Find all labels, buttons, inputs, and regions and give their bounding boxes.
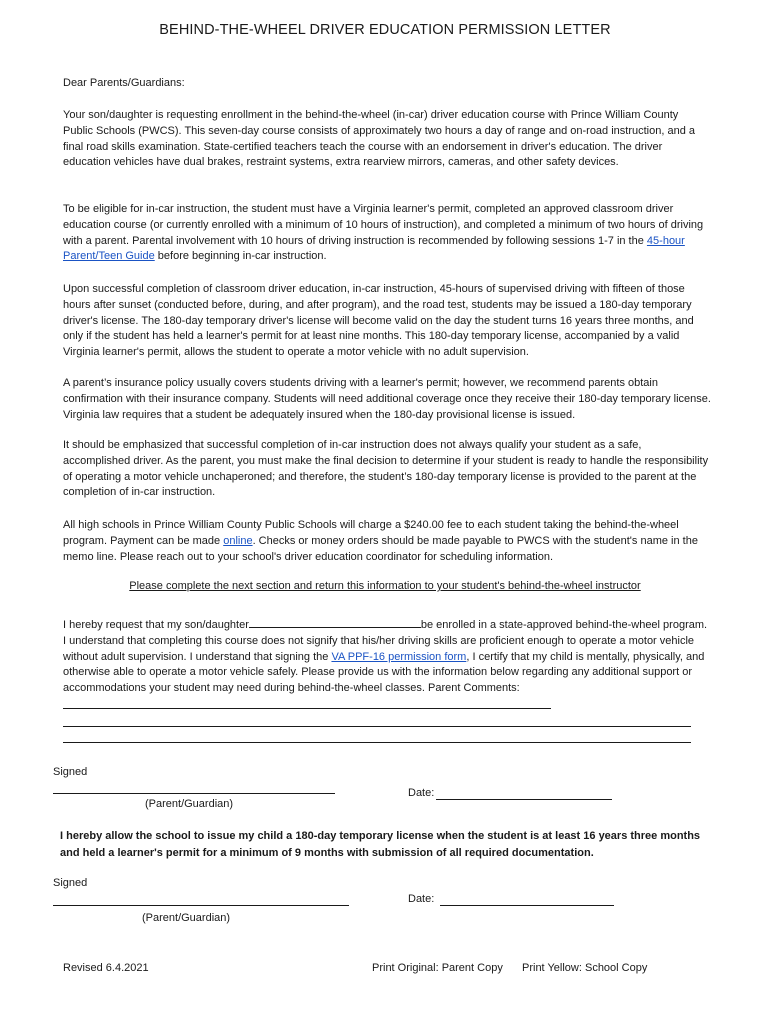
paragraph-eligibility — [63, 202, 711, 265]
date-field-1[interactable] — [436, 799, 612, 800]
date-label-1: Date: — [408, 787, 435, 799]
date-field-2[interactable] — [440, 905, 614, 906]
paragraph-parent-decision: It should be emphasized that successful completion of in-car instruction does not always qualify your student as a safe, accomplished driver. As the parent, you must make the final decision to determine if your student is ready to handle the responsibility of operating a motor vehicle unchaperoned; and therefore, the student’s 180-day temporary license is provided to the parent at the completion of in-car instruction. — [63, 439, 709, 499]
request-text-middle: be enrolled in a state-approved behind-the-wheel program. I understand that completing this course does not signify that his/her driving skills are proficient enough to operate a motor vehicle without adult supervision. I understand that signing the — [63, 619, 708, 663]
va-ppf-16-form-link[interactable]: VA PPF-16 permission form — [331, 650, 467, 663]
print-original-note: Print Original: Parent Copy — [372, 962, 503, 974]
paragraph-request — [63, 616, 711, 715]
salutation: Dear Parents/Guardians: — [63, 77, 185, 89]
letter-title: BEHIND-THE-WHEEL DRIVER EDUCATION PERMISSION LETTER — [159, 22, 611, 38]
comments-line-2[interactable] — [63, 726, 691, 727]
paragraph-temporary-license: Upon successful completion of classroom driver education, in-car instruction, 45-hours of supervised driving with fifteen of those hours after sunset (conducted before, during, and after program), and the road test, students may be issued a 180-day temporary driver's license. The 180-day temporary driver's license will become valid on the day the student turns 16 years three months, and only if the student has held a learner's permit for at least nine months. This 180-day temporary license, accompanied by a valid Virginia learner's permit, allows the student to operate a motor vehicle with no adult supervision. — [63, 283, 694, 359]
student-name-field[interactable] — [249, 616, 421, 628]
eligibility-text: To be eligible for in-car instruction, the student must have a Virginia learner's permit, completed an approved classroom driver education course (or currently enrolled with a minimum of 10 hours of instruction), and completed a minimum of two hours of driving with a parent. Parental involvement with 10 hours of driving instruction is recommended by following sessions 1-7 in the — [63, 203, 704, 247]
parent-teen-guide-link[interactable]: 45-hour Parent/Teen Guide — [63, 234, 685, 263]
fee-text-end: . Checks or money orders should be made payable to PWCS with the student's name in the memo line. Please reach out to your school's driver education coordinator for scheduling information. — [63, 534, 698, 563]
signature-line-2[interactable] — [53, 905, 349, 906]
print-yellow-note: Print Yellow: School Copy — [522, 962, 648, 974]
online-payment-link[interactable]: online — [223, 534, 253, 547]
request-text: I hereby request that my son/daughter — [63, 619, 249, 631]
license-authorization: I hereby allow the school to issue my child a 180-day temporary license when the student is at least 16 years three months and held a learner's permit for a minimum of 9 months with submission of all required documentation. — [60, 830, 701, 859]
comments-line-3[interactable] — [63, 742, 691, 743]
eligibility-text-end: before beginning in-car instruction. — [154, 250, 327, 263]
signed-label-2: Signed — [53, 877, 88, 889]
signature-line-1[interactable] — [53, 793, 335, 794]
date-label-2: Date: — [408, 893, 435, 905]
fee-text: All high schools in Prince William County Public Schools will charge a $240.00 fee to each student taking the behind-the-wheel program. Payment can be made — [63, 519, 679, 547]
return-instructions: Please complete the next section and return this information to your student's behind-the-wheel instructor — [129, 580, 641, 592]
parent-guardian-label-2: (Parent/Guardian) — [142, 912, 231, 924]
request-text-end: , I certify that my child is mentally, physically, and otherwise able to operate a motor vehicle safely. Please provide us with the information below regarding any additional support or accommodations your student may need during behind-the-wheel classes. Parent Comments: — [63, 650, 705, 695]
revision-date: Revised 6.4.2021 — [63, 962, 149, 974]
paragraph-fee — [63, 518, 711, 565]
paragraph-course-description: Your son/daughter is requesting enrollment in the behind-the-wheel (in-car) driver education course with Prince William County Public Schools (PWCS). This seven-day course consists of approximately two hours a day of range and on-road instruction, and a final road skills examination. State-certified teachers teach the course with an endorsement in driver's education. The driver education vehicles have dual brakes, restraint systems, extra rearview mirrors, cameras, and other safety devices. — [63, 109, 696, 169]
parent-comments-field[interactable] — [63, 697, 551, 709]
signed-label-1: Signed — [53, 766, 88, 778]
paragraph-insurance: A parent’s insurance policy usually covers students driving with a learner's permit; however, we recommend parents obtain confirmation with their insurance company. Students will need additional coverage once they receive their 180-day temporary license. Virginia law requires that a student be adequately insured when the 180-day provisional license is issued. — [63, 377, 711, 421]
parent-guardian-label-1: (Parent/Guardian) — [145, 798, 234, 810]
